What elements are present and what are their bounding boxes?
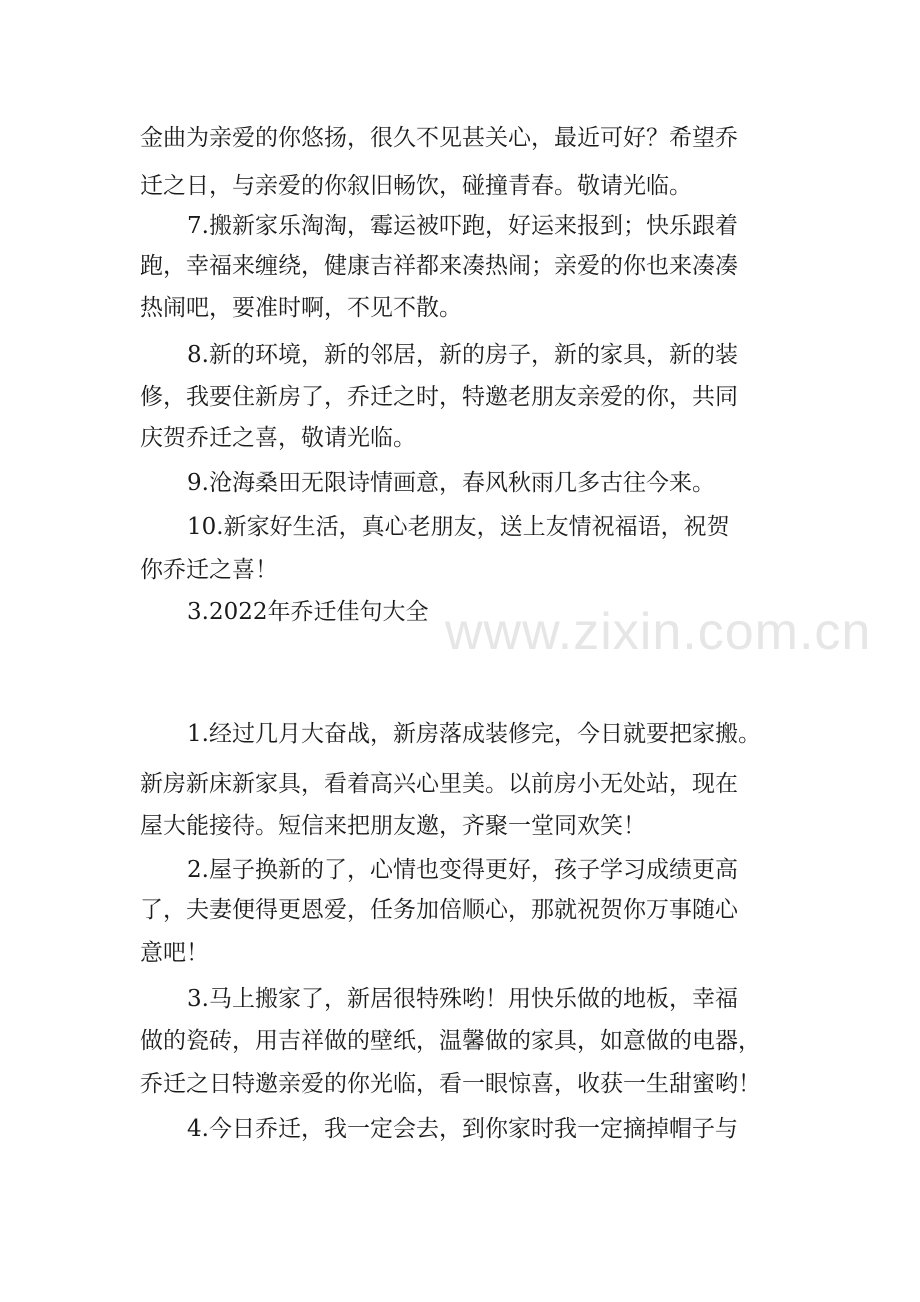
text-line: 了，夫妻便得更恩爱，任务加倍顺心，那就祝贺你万事随心: [140, 897, 738, 923]
text-line: 4.今日乔迁，我一定会去，到你家时我一定摘掉帽子与: [187, 1116, 738, 1142]
watermark: www.zixin.com.cn: [445, 603, 872, 661]
text-line: 庆贺乔迁之喜，敬请光临。: [140, 425, 416, 451]
text-line: 10.新家好生活，真心老朋友，送上友情祝福语，祝贺: [187, 514, 730, 540]
text-line: 3.马上搬家了，新居很特殊哟！用快乐做的地板，幸福: [187, 986, 738, 1012]
text-line: 屋大能接待。短信来把朋友邀，齐聚一堂同欢笑！: [140, 813, 646, 839]
text-line: 做的瓷砖，用吉祥做的壁纸，温馨做的家具，如意做的电器，: [140, 1028, 761, 1054]
text-line: 跑，幸福来缠绕，健康吉祥都来凑热闹；亲爱的你也来凑凑: [140, 253, 738, 279]
text-line: 意吧！: [140, 940, 209, 966]
text-line: 热闹吧，要准时啊，不见不散。: [140, 295, 462, 321]
text-line: 7.搬新家乐淘淘，霉运被吓跑，好运来报到；快乐跟着: [187, 213, 738, 239]
text-line: 8.新的环境，新的邻居，新的房子，新的家具，新的装: [187, 342, 738, 368]
text-line: 修，我要住新房了，乔迁之时，特邀老朋友亲爱的你，共同: [140, 384, 738, 410]
text-line: 1.经过几月大奋战，新房落成装修完，今日就要把家搬。: [187, 721, 761, 747]
text-line: 你乔迁之喜！: [140, 557, 278, 583]
text-line: 乔迁之日特邀亲爱的你光临，看一眼惊喜，收获一生甜蜜哟！: [140, 1071, 761, 1097]
text-line: 2.屋子换新的了，心情也变得更好，孩子学习成绩更高: [187, 857, 738, 883]
text-line: 金曲为亲爱的你悠扬，很久不见甚关心，最近可好？希望乔: [140, 125, 738, 151]
text-line: 新房新床新家具，看着高兴心里美。以前房小无处站，现在: [140, 771, 738, 797]
text-line: 9.沧海桑田无限诗情画意，春风秋雨几多古往今来。: [187, 470, 715, 496]
section-heading: 3.2022年乔迁佳句大全: [187, 599, 429, 625]
text-line: 迁之日，与亲爱的你叙旧畅饮，碰撞青春。敬请光临。: [140, 173, 692, 199]
